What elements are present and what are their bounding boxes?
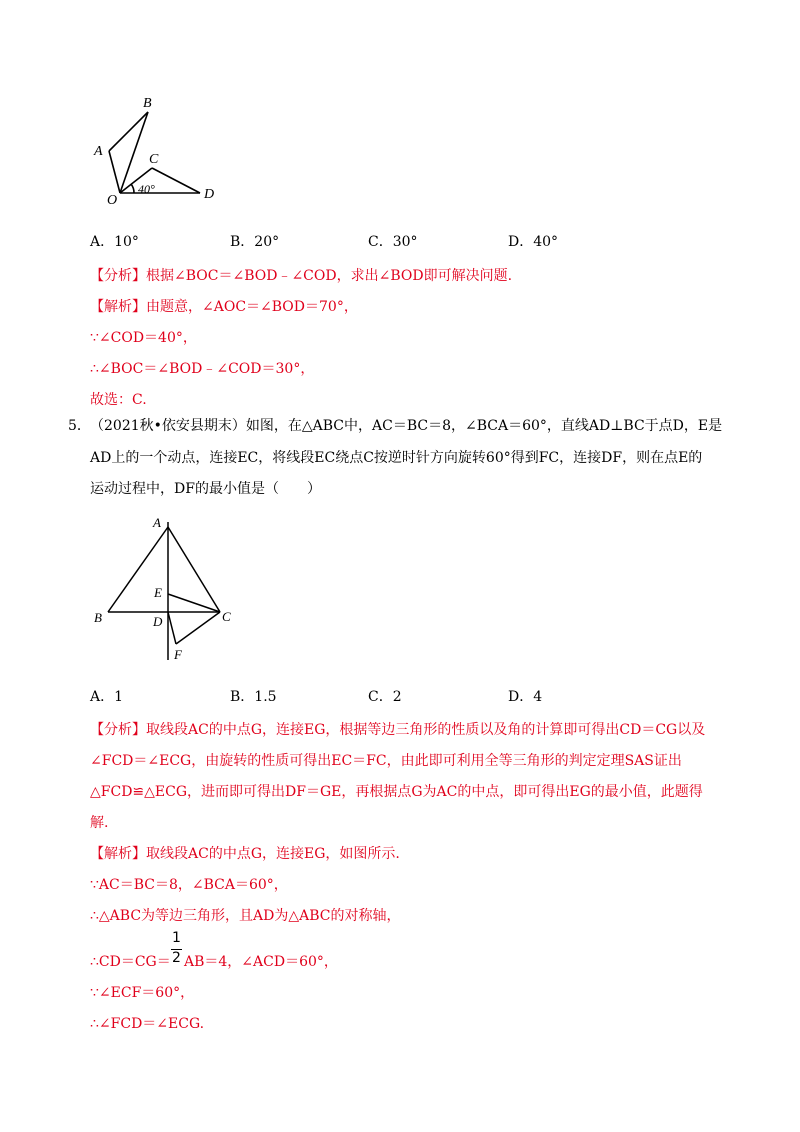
q5-analysis-1: 【分析】取线段AC的中点G，连接EG，根据等边三角形的性质以及角的计算即可得出CD＝CG以及: [90, 722, 706, 738]
label-O: O: [107, 193, 118, 208]
q5-stem-2: AD上的一个动点，连接EC，将线段EC绕点C按逆时针方向旋转60°得到FC，连接DF，则在点E的: [90, 450, 703, 466]
fraction-numerator: 1: [172, 930, 181, 946]
q4-solution-2: ∵∠COD＝40°，: [90, 330, 197, 346]
label-D2: D: [153, 614, 163, 629]
angle-label: 40°: [138, 182, 155, 196]
q5-number: 5．: [68, 418, 91, 434]
q5-step-3b: AB＝4，∠ACD＝60°，: [184, 954, 338, 970]
label-A2: A: [153, 515, 161, 530]
label-B: B: [143, 96, 152, 111]
q4-solution-4: 故选：C.: [90, 392, 147, 408]
q5-option-d: D．4: [508, 689, 543, 705]
q4-option-d: D．40°: [508, 234, 559, 250]
label-E2: E: [154, 585, 162, 600]
q4-option-c: C．30°: [368, 234, 418, 250]
q5-step-4: ∵∠ECF＝60°，: [90, 985, 195, 1001]
q5-analysis-3: △FCD≌△ECG，进而即可得出DF＝GE，再根据点G为AC的中点，即可得出EG的最小值，此题得: [90, 784, 703, 800]
q5-solution-intro: 【解析】取线段AC的中点G，连接EG，如图所示.: [90, 846, 400, 862]
q5-stem-3: 运动过程中，DF的最小值是（ ）: [90, 481, 321, 497]
label-F2: F: [174, 647, 182, 662]
q5-stem-1: （2021秋•依安县期末）如图，在△ABC中，AC＝BC＝8，∠BCA＝60°，直线AD⊥BC于点D，E是: [90, 418, 723, 434]
label-A: A: [94, 144, 103, 159]
q4-option-b: B．20°: [230, 234, 280, 250]
q4-solution-1: 【解析】由题意，∠AOC＝∠BOD＝70°，: [90, 299, 358, 315]
q5-step-3a: ∴CD＝CG＝: [90, 954, 171, 970]
q5-analysis-4: 解.: [90, 815, 109, 831]
label-D: D: [204, 187, 215, 202]
label-C: C: [149, 152, 159, 167]
q4-option-a: A．10°: [90, 234, 139, 250]
q5-step-5: ∴∠FCD＝∠ECG.: [90, 1016, 205, 1032]
q5-option-b: B．1.5: [230, 689, 277, 705]
q4-analysis: 【分析】根据∠BOC＝∠BOD﹣∠COD，求出∠BOD即可解决问题.: [90, 268, 513, 284]
fraction-denominator: 2: [172, 950, 181, 966]
q5-step-2: ∴△ABC为等边三角形，且AD为△ABC的对称轴，: [90, 908, 401, 924]
q5-option-c: C．2: [368, 689, 402, 705]
q4-solution-3: ∴∠BOC＝∠BOD﹣∠COD＝30°，: [90, 361, 315, 377]
q5-step-1: ∵AC＝BC＝8，∠BCA＝60°，: [90, 877, 288, 893]
q5-option-a: A．1: [90, 689, 124, 705]
label-B2: B: [94, 610, 102, 625]
label-C2: C: [222, 609, 231, 624]
q5-analysis-2: ∠FCD＝∠ECG，由旋转的性质可得出EC＝FC，由此即可利用全等三角形的判定定理SAS证出: [90, 753, 682, 769]
